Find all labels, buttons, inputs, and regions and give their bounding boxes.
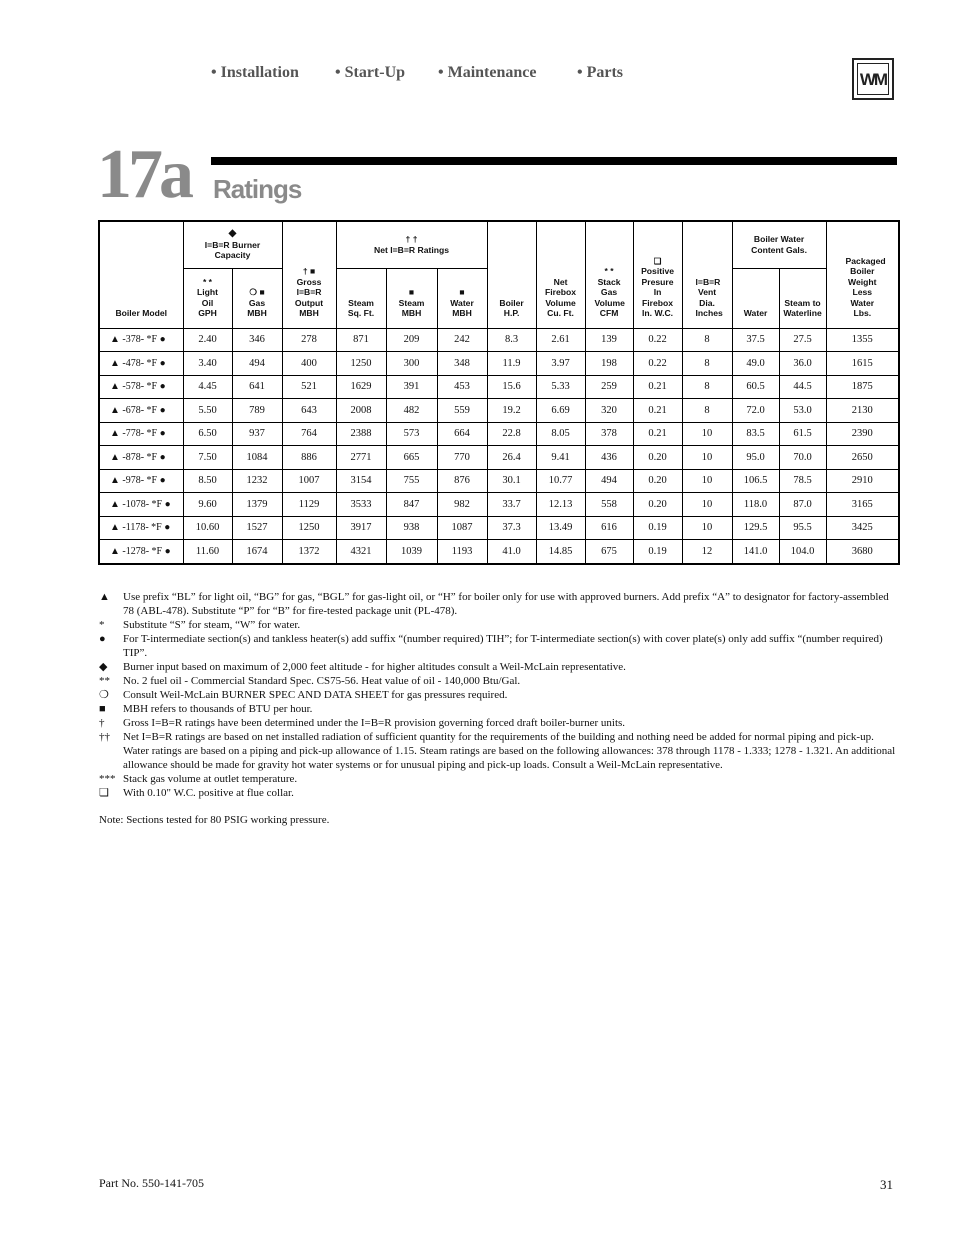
footnote-symbol: ❍ — [99, 689, 109, 701]
table-cell: 482 — [386, 399, 437, 423]
footnote-symbol: *** — [99, 773, 116, 785]
table-cell: 871 — [336, 328, 386, 352]
table-cell: 436 — [585, 446, 633, 470]
table-cell: 27.5 — [779, 328, 826, 352]
table-cell: 982 — [437, 493, 487, 517]
footnote-text: Burner input based on maximum of 2,000 feet altitude - for higher altitudes consult a Weil-McLain representative. — [123, 661, 626, 673]
ratings-table — [98, 220, 900, 565]
table-cell: 886 — [282, 446, 336, 470]
header-positive-pressure: ❏ Positive Presure In Firebox In. W.C. — [633, 221, 682, 328]
boiler-model-cell: ▲ -478- *F ● — [99, 352, 183, 376]
table-cell: 346 — [232, 328, 282, 352]
table-cell: 15.6 — [487, 375, 536, 399]
header-vent-dia: I=B=R Vent Dia. Inches — [682, 221, 732, 328]
part-number: Part No. 550-141-705 — [99, 1176, 204, 1190]
footnote — [99, 618, 899, 632]
boiler-model-cell: ▲ -578- *F ● — [99, 375, 183, 399]
square-icon: ■ — [459, 287, 465, 297]
footnote-symbol: ** — [99, 675, 110, 687]
boiler-model-cell: ▲ -1278- *F ● — [99, 540, 183, 564]
nav-start-up: • Start-Up — [335, 64, 406, 81]
table-cell: 521 — [282, 375, 336, 399]
table-row — [99, 469, 899, 493]
table-cell: 8.05 — [536, 422, 585, 446]
table-cell: 5.50 — [183, 399, 232, 423]
table-cell: 2130 — [826, 399, 899, 423]
footnote-symbol: ● — [99, 633, 106, 645]
table-cell: 78.5 — [779, 469, 826, 493]
footnote — [99, 786, 899, 800]
table-cell: 11.9 — [487, 352, 536, 376]
header-burner-capacity: ◆ I=B=R Burner Capacity — [183, 221, 282, 268]
table-cell: 53.0 — [779, 399, 826, 423]
table-cell: 30.1 — [487, 469, 536, 493]
table-cell: 8 — [682, 399, 732, 423]
circle-square-icon: ❍ ■ — [249, 287, 265, 297]
table-cell: 3.40 — [183, 352, 232, 376]
boiler-model-cell: ▲ -1178- *F ● — [99, 516, 183, 540]
table-cell: 494 — [585, 469, 633, 493]
table-cell: 13.49 — [536, 516, 585, 540]
footnote-text: For T-intermediate section(s) and tankless heater(s) add suffix “(number required) TIH”; for T-intermediate section(s) with cover plate(s) only add suffix “(number required) TIP”. — [123, 633, 883, 659]
table-cell: 6.69 — [536, 399, 585, 423]
table-cell: 1232 — [232, 469, 282, 493]
footnote-symbol: ■ — [99, 703, 106, 715]
table-cell: 10 — [682, 446, 732, 470]
table-cell: 664 — [437, 422, 487, 446]
footnote — [99, 772, 899, 786]
table-cell: 348 — [437, 352, 487, 376]
table-row — [99, 399, 899, 423]
table-cell: 2388 — [336, 422, 386, 446]
table-row — [99, 375, 899, 399]
table-cell: 1193 — [437, 540, 487, 564]
table-cell: 0.20 — [633, 446, 682, 470]
table-cell: 3154 — [336, 469, 386, 493]
boiler-model-cell: ▲ -1078- *F ● — [99, 493, 183, 517]
square-outline-icon: ❏ — [653, 255, 662, 266]
table-row — [99, 516, 899, 540]
footnote — [99, 632, 899, 660]
footnote — [99, 660, 899, 674]
table-cell: 876 — [437, 469, 487, 493]
table-cell: 453 — [437, 375, 487, 399]
table-row — [99, 493, 899, 517]
table-cell: 0.19 — [633, 540, 682, 564]
table-cell: 559 — [437, 399, 487, 423]
table-cell: 1527 — [232, 516, 282, 540]
table-cell: 12.13 — [536, 493, 585, 517]
table-cell: 209 — [386, 328, 437, 352]
table-cell: 391 — [386, 375, 437, 399]
section-title: Ratings — [213, 174, 302, 204]
table-cell: 2771 — [336, 446, 386, 470]
table-cell: 0.21 — [633, 375, 682, 399]
table-cell: 278 — [282, 328, 336, 352]
table-cell: 1250 — [336, 352, 386, 376]
table-cell: 95.0 — [732, 446, 779, 470]
table-cell: 400 — [282, 352, 336, 376]
table-cell: 0.20 — [633, 493, 682, 517]
table-cell: 3165 — [826, 493, 899, 517]
double-star-icon: * * — [604, 266, 614, 276]
table-cell: 320 — [585, 399, 633, 423]
boiler-model-cell: ▲ -678- *F ● — [99, 399, 183, 423]
table-cell: 616 — [585, 516, 633, 540]
footnote-symbol: ▲ — [99, 591, 110, 603]
footnote-text: Gross I=B=R ratings have been determined under the I=B=R provision governing forced draft boiler-burner units. — [123, 717, 626, 729]
table-cell: 19.2 — [487, 399, 536, 423]
footnote-text: Consult Weil-McLain BURNER SPEC AND DATA SHEET for gas pressures required. — [123, 689, 508, 701]
table-cell: 1039 — [386, 540, 437, 564]
table-cell: 1615 — [826, 352, 899, 376]
table-cell: 3425 — [826, 516, 899, 540]
table-cell: 118.0 — [732, 493, 779, 517]
table-cell: 198 — [585, 352, 633, 376]
table-cell: 558 — [585, 493, 633, 517]
table-cell: 2650 — [826, 446, 899, 470]
table-row — [99, 446, 899, 470]
table-cell: 72.0 — [732, 399, 779, 423]
table-cell: 300 — [386, 352, 437, 376]
table-cell: 141.0 — [732, 540, 779, 564]
table-cell: 0.21 — [633, 399, 682, 423]
nav-maintenance: • Maintenance — [438, 64, 537, 81]
footnote-text: No. 2 fuel oil - Commercial Standard Spec. CS75-56. Heat value of oil - 140,000 Btu/Gal. — [123, 675, 521, 687]
table-cell: 3.97 — [536, 352, 585, 376]
table-cell: 770 — [437, 446, 487, 470]
table-cell: 0.19 — [633, 516, 682, 540]
table-cell: 4321 — [336, 540, 386, 564]
square-icon: ■ — [408, 287, 415, 297]
table-cell: 1372 — [282, 540, 336, 564]
table-cell: 1629 — [336, 375, 386, 399]
table-cell: 2910 — [826, 469, 899, 493]
table-cell: 8 — [682, 328, 732, 352]
table-cell: 1379 — [232, 493, 282, 517]
footnote — [99, 590, 899, 618]
table-cell: 937 — [232, 422, 282, 446]
table-cell: 2.40 — [183, 328, 232, 352]
section-rule — [211, 157, 897, 165]
footnote — [99, 674, 899, 688]
table-row — [99, 352, 899, 376]
table-cell: 104.0 — [779, 540, 826, 564]
table-cell: 70.0 — [779, 446, 826, 470]
table-cell: 1875 — [826, 375, 899, 399]
table-cell: 8.3 — [487, 328, 536, 352]
boiler-model-cell: ▲ -878- *F ● — [99, 446, 183, 470]
ratings-table-body — [99, 328, 899, 564]
table-cell: 665 — [386, 446, 437, 470]
table-cell: 10 — [682, 469, 732, 493]
table-cell: 1084 — [232, 446, 282, 470]
table-cell: 11.60 — [183, 540, 232, 564]
header-water-mbh: ■ Water MBH — [437, 268, 487, 328]
table-cell: 95.5 — [779, 516, 826, 540]
table-row — [99, 328, 899, 352]
table-cell: 8 — [682, 352, 732, 376]
table-cell: 60.5 — [732, 375, 779, 399]
table-cell: 3680 — [826, 540, 899, 564]
header-packaged-weight: Packaged Boiler Weight Less Water Lbs. — [826, 221, 899, 328]
boiler-model-cell: ▲ -378- *F ● — [99, 328, 183, 352]
table-cell: 3533 — [336, 493, 386, 517]
footnote-symbol: †† — [99, 731, 110, 743]
header-stack-gas: * * Stack Gas Volume CFM — [585, 221, 633, 328]
table-cell: 8 — [682, 375, 732, 399]
table-cell: 259 — [585, 375, 633, 399]
table-cell: 33.7 — [487, 493, 536, 517]
table-cell: 37.3 — [487, 516, 536, 540]
footnote-symbol: ❏ — [99, 787, 109, 799]
table-cell: 37.5 — [732, 328, 779, 352]
table-cell: 0.20 — [633, 469, 682, 493]
table-cell: 8.50 — [183, 469, 232, 493]
footnote-symbol: † — [99, 717, 105, 729]
table-cell: 1250 — [282, 516, 336, 540]
footnote-text: Net I=B=R ratings are based on net installed radiation of sufficient quantity for the requirements of the building and nothing need be added for normal piping and pick-up. Water ratings are based on a piping and pick-up allowance of 1.15. Steam ratings are based on the following allowances: 378 through 1178 - 1.333; 1278 - 1.321. An additional allowance should be made for gravity hot water systems or for unusual piping and pick-up loads. Consult a Weil-McLain representative. — [123, 731, 896, 771]
table-cell: 755 — [386, 469, 437, 493]
table-cell: 573 — [386, 422, 437, 446]
table-cell: 83.5 — [732, 422, 779, 446]
header-steam-waterline: Steam to Waterline — [779, 268, 826, 328]
footnote — [99, 688, 899, 702]
table-cell: 41.0 — [487, 540, 536, 564]
table-cell: 641 — [232, 375, 282, 399]
footnote — [99, 730, 899, 772]
header-net-ratings: † † Net I=B=R Ratings — [336, 221, 487, 268]
footnote — [99, 702, 899, 716]
dagger-square-icon: † ■ — [302, 266, 316, 276]
table-cell: 7.50 — [183, 446, 232, 470]
diamond-icon: ◆ — [228, 228, 237, 239]
footnote-text: Use prefix “BL” for light oil, “BG” for gas, “BGL” for gas-light oil, or “H” for boiler only for use with approved burners. Add prefix “A” to designator for factory-assembled 78 (ABL-478). Substitute “P” for “B” for fire-tested package unit (PL-478). — [123, 591, 889, 617]
table-cell: 4.45 — [183, 375, 232, 399]
table-cell: 106.5 — [732, 469, 779, 493]
table-row — [99, 540, 899, 564]
logo-text: WM — [857, 63, 889, 95]
table-cell: 1007 — [282, 469, 336, 493]
header-gas: ❍ ■ Gas MBH — [232, 268, 282, 328]
weil-mclain-logo — [852, 58, 894, 100]
table-cell: 49.0 — [732, 352, 779, 376]
table-cell: 0.22 — [633, 328, 682, 352]
table-cell: 22.8 — [487, 422, 536, 446]
table-cell: 1087 — [437, 516, 487, 540]
table-cell: 2008 — [336, 399, 386, 423]
table-cell: 9.41 — [536, 446, 585, 470]
nav-parts: • Parts — [577, 64, 624, 81]
table-cell: 938 — [386, 516, 437, 540]
header-water-content: Boiler Water Content Gals. — [732, 221, 826, 268]
table-row — [99, 422, 899, 446]
section-number: 17a — [97, 136, 190, 213]
table-cell: 14.85 — [536, 540, 585, 564]
table-cell: 2.61 — [536, 328, 585, 352]
header-light-oil: * * Light Oil GPH — [183, 268, 232, 328]
table-cell: 1129 — [282, 493, 336, 517]
table-cell: 643 — [282, 399, 336, 423]
nav-installation: • Installation — [211, 64, 299, 81]
footnote — [99, 716, 899, 730]
double-star-icon: * * — [202, 276, 213, 287]
table-cell: 0.21 — [633, 422, 682, 446]
table-cell: 2390 — [826, 422, 899, 446]
footnote-text: Stack gas volume at outlet temperature. — [123, 773, 298, 785]
table-cell: 847 — [386, 493, 437, 517]
boiler-model-cell: ▲ -978- *F ● — [99, 469, 183, 493]
table-cell: 9.60 — [183, 493, 232, 517]
table-cell: 61.5 — [779, 422, 826, 446]
header-water: Water — [732, 268, 779, 328]
table-cell: 87.0 — [779, 493, 826, 517]
header-steam-sqft: Steam Sq. Ft. — [336, 268, 386, 328]
table-cell: 10.60 — [183, 516, 232, 540]
table-cell: 1674 — [232, 540, 282, 564]
table-cell: 0.22 — [633, 352, 682, 376]
double-dagger-icon: † † — [405, 234, 418, 245]
footnote-symbol: * — [99, 619, 105, 631]
header-boiler-hp: Boiler H.P. — [487, 221, 536, 328]
table-cell: 10 — [682, 493, 732, 517]
table-cell: 10 — [682, 422, 732, 446]
table-cell: 1355 — [826, 328, 899, 352]
header-gross-output: † ■ Gross I=B=R Output MBH — [282, 221, 336, 328]
footnotes — [99, 590, 899, 800]
table-cell: 12 — [682, 540, 732, 564]
table-cell: 10.77 — [536, 469, 585, 493]
table-cell: 675 — [585, 540, 633, 564]
table-cell: 494 — [232, 352, 282, 376]
table-cell: 139 — [585, 328, 633, 352]
table-cell: 3917 — [336, 516, 386, 540]
table-cell: 789 — [232, 399, 282, 423]
table-cell: 36.0 — [779, 352, 826, 376]
pressure-note: Note: Sections tested for 80 PSIG working pressure. — [99, 814, 330, 826]
table-cell: 44.5 — [779, 375, 826, 399]
table-cell: 764 — [282, 422, 336, 446]
table-cell: 10 — [682, 516, 732, 540]
table-cell: 378 — [585, 422, 633, 446]
footnote-text: With 0.10" W.C. positive at flue collar. — [123, 787, 294, 799]
footnote-text: Substitute “S” for steam, “W” for water. — [123, 619, 301, 631]
table-cell: 26.4 — [487, 446, 536, 470]
page-number: 31 — [880, 1177, 893, 1192]
table-cell: 6.50 — [183, 422, 232, 446]
table-cell: 129.5 — [732, 516, 779, 540]
header-boiler-model: Boiler Model — [99, 221, 183, 328]
footnote-symbol: ◆ — [99, 661, 108, 673]
footnote-text: MBH refers to thousands of BTU per hour. — [123, 703, 313, 715]
header-firebox-volume: Net Firebox Volume Cu. Ft. — [536, 221, 585, 328]
table-cell: 5.33 — [536, 375, 585, 399]
table-cell: 242 — [437, 328, 487, 352]
boiler-model-cell: ▲ -778- *F ● — [99, 422, 183, 446]
header-steam-mbh: ■ Steam MBH — [386, 268, 437, 328]
